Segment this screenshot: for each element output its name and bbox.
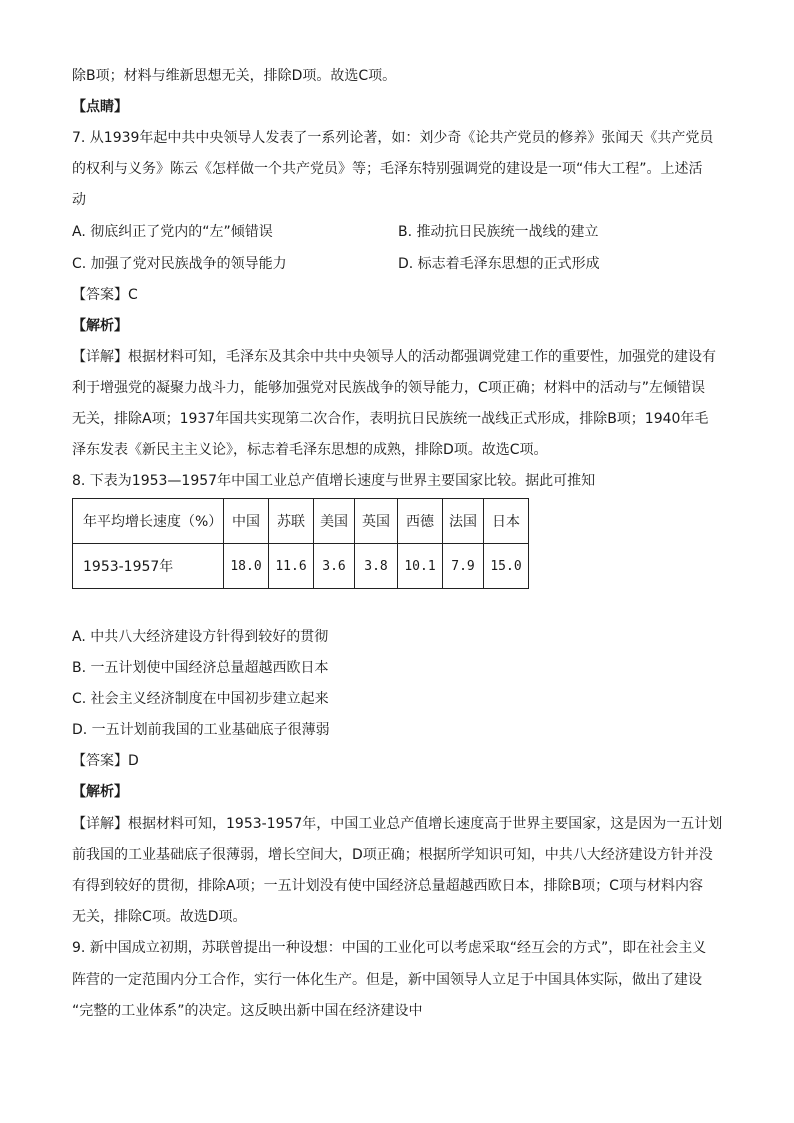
q7-detail-line-2: 利于增强党的凝聚力战斗力，能够加强党对民族战争的领导能力，C项正确；材料中的活动与”左倾错误 bbox=[72, 380, 706, 396]
table-cell: 3.8 bbox=[355, 544, 398, 589]
q7-stem-line-3: 动 bbox=[72, 192, 86, 208]
q7-option-c: C. 加强了党对民族战争的领导能力 bbox=[72, 256, 287, 272]
q8-option-b: B. 一五计划使中国经济总量超越西欧日本 bbox=[72, 660, 329, 676]
q7-analysis-heading: 【解析】 bbox=[72, 318, 128, 334]
q8-detail-line-3: 有得到较好的贯彻，排除A项；一五计划没有使中国经济总量超越西欧日本，排除B项；C项与材料内容 bbox=[72, 878, 703, 894]
table-cell: 3.6 bbox=[314, 544, 355, 589]
q7-option-d: D. 标志着毛泽东思想的正式形成 bbox=[398, 256, 600, 272]
table-row bbox=[73, 544, 529, 589]
q8-stem: 8. 下表为1953—1957年中国工业总产值增长速度与世界主要国家比较。据此可推知 bbox=[72, 473, 596, 489]
table-cell: 10.1 bbox=[398, 544, 443, 589]
q9-stem-line-3: “完整的工业体系”的决定。这反映出新中国在经济建设中 bbox=[72, 1003, 423, 1019]
table-cell: 1953-1957年 bbox=[73, 544, 224, 589]
q7-detail-line-3: 无关，排除A项；1937年国共实现第二次合作，表明抗日民族统一战线正式形成，排除B项；1940年毛 bbox=[72, 411, 709, 427]
q7-stem-line-2: 的权利与义务》陈云《怎样做一个共产党员》等；毛泽东特别强调党的建设是一项“伟大工程”。上述活 bbox=[72, 161, 703, 177]
q8-detail-line-2: 前我国的工业基础底子很薄弱，增长空间大，D项正确；根据所学知识可知，中共八大经济建设方针并没 bbox=[72, 847, 713, 863]
q7-stem-line-1: 7. 从1939年起中共中央领导人发表了一系列论著，如：刘少奇《论共产党员的修养》张闻天《共产党员 bbox=[72, 130, 714, 146]
q8-answer: 【答案】D bbox=[72, 753, 139, 769]
q6-tail: 除B项；材料与维新思想无关，排除D项。故选C项。 bbox=[72, 68, 397, 84]
table-cell: 15.0 bbox=[484, 544, 529, 589]
q7-detail-line-1: 【详解】根据材料可知，毛泽东及其余中共中央领导人的活动都强调党建工作的重要性，加强党的建设有 bbox=[72, 349, 716, 365]
q7-option-b: B. 推动抗日民族统一战线的建立 bbox=[398, 224, 599, 240]
table-cell: 苏联 bbox=[269, 499, 314, 544]
table-cell: 西德 bbox=[398, 499, 443, 544]
table-cell: 11.6 bbox=[269, 544, 314, 589]
q8-option-c: C. 社会主义经济制度在中国初步建立起来 bbox=[72, 691, 329, 707]
table-cell: 日本 bbox=[484, 499, 529, 544]
q8-detail-line-1: 【详解】根据材料可知，1953-1957年，中国工业总产值增长速度高于世界主要国家，这是因为一五计划 bbox=[72, 816, 723, 832]
table-header-row bbox=[73, 499, 529, 544]
growth-rate-table bbox=[72, 498, 529, 589]
table-cell: 英国 bbox=[355, 499, 398, 544]
q8-option-a: A. 中共八大经济建设方针得到较好的贯彻 bbox=[72, 629, 329, 645]
q7-answer: 【答案】C bbox=[72, 287, 138, 303]
q8-analysis-heading: 【解析】 bbox=[72, 784, 128, 800]
table-cell: 中国 bbox=[224, 499, 269, 544]
q7-detail-line-4: 泽东发表《新民主主义论》，标志着毛泽东思想的成熟，排除D项。故选C项。 bbox=[72, 442, 548, 458]
table-cell: 18.0 bbox=[224, 544, 269, 589]
q7-option-a: A. 彻底纠正了党内的“左”倾错误 bbox=[72, 224, 273, 240]
q8-option-d: D. 一五计划前我国的工业基础底子很薄弱 bbox=[72, 722, 330, 738]
table-cell: 7.9 bbox=[443, 544, 484, 589]
q8-detail-line-4: 无关，排除C项。故选D项。 bbox=[72, 909, 247, 925]
q9-stem-line-2: 阵营的一定范围内分工合作，实行一体化生产。但是，新中国领导人立足于中国具体实际，做出了建设 bbox=[72, 972, 702, 988]
q9-stem-line-1: 9. 新中国成立初期，苏联曾提出一种设想：中国的工业化可以考虑采取“经互会的方式”，即在社会主义 bbox=[72, 940, 707, 956]
table-cell: 法国 bbox=[443, 499, 484, 544]
table-cell: 美国 bbox=[314, 499, 355, 544]
q6-dianjing-heading: 【点睛】 bbox=[72, 99, 128, 115]
table-cell: 年平均增长速度（%） bbox=[73, 499, 224, 544]
